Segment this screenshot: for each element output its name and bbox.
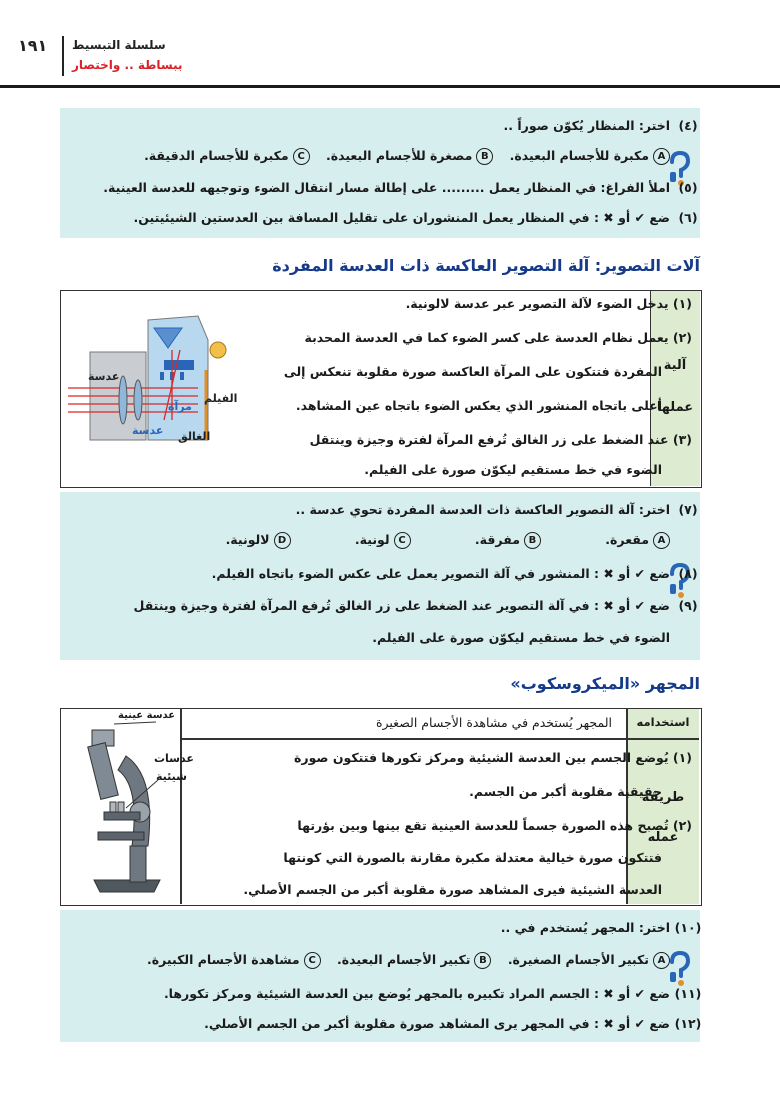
option-c[interactable]: Cمكبرة للأجسام الدقيقة. (144, 148, 310, 165)
question-4-options (132, 148, 670, 165)
question-6: (٦)ضع ✔ أو ✖ : في المنظار يعمل المنشوران على تقليل المسافة بين العدستين الشيئيتين. (133, 210, 698, 225)
camera-label-1: آلية (663, 358, 687, 373)
camera-line-1: (١) يدخل الضوء لآلة التصوير عبر عدسة لالونية. (405, 296, 692, 311)
page-number: ١٩١ (18, 36, 48, 55)
header-rule (0, 85, 780, 88)
camera-label-2: عملها (656, 400, 694, 415)
option-d[interactable]: Dلالونية. (226, 532, 291, 549)
option-b[interactable]: Bتكبير الأجسام البعيدة. (337, 952, 491, 969)
camera-line-5: (٣) عند الضغط على زر الغالق تُرفع المرآة لفترة وجيزة وينتقل (309, 432, 692, 447)
question-8: (٨)ضع ✔ أو ✖ : المنشور في آلة التصوير يعمل على عكس الضوء باتجاه الفيلم. (211, 566, 698, 581)
series-slogan: ببساطة .. واختصار (72, 58, 183, 72)
question-10: (١٠)اختر: المجهر يُستخدم في .. (500, 920, 702, 935)
camera-label-lens2: عدسة (132, 424, 164, 437)
camera-label-mirror: مرآة (168, 400, 192, 413)
microscope-section-title: المجهر «الميكروسكوب» (510, 674, 700, 693)
microscope-line-4: فتتكون صورة خيالية معتدلة مكبرة مقارنة بالصورة التي كونتها (283, 850, 662, 865)
use-text: المجهر يُستخدم في مشاهدة الأجسام الصغيرة (375, 715, 612, 730)
microscope-line-2: حقيقية مقلوبة أكبر من الجسم. (469, 784, 662, 799)
question-12: (١٢)ضع ✔ أو ✖ : في المجهر يرى المشاهد صورة مقلوبة أكبر من الجسم الأصلي. (204, 1016, 702, 1031)
series-name: سلسلة التبسيط (72, 38, 166, 52)
option-b[interactable]: Bمصغرة للأجسام البعيدة. (326, 148, 493, 165)
camera-line-4: أعلى باتجاه المنشور الذي يعكس الضوء باتجاه عين المشاهد. (295, 398, 662, 413)
option-c[interactable]: Cلونية. (355, 532, 411, 549)
camera-line-2: (٢) يعمل نظام العدسة على كسر الضوء كما في العدسة المحدبة (304, 330, 692, 345)
camera-section-title: آلات التصوير: آلة التصوير العاكسة ذات العدسة المفردة (272, 256, 700, 275)
option-a[interactable]: Aتكبير الأجسام الصغيرة. (508, 952, 670, 969)
microscope-diagram (74, 716, 178, 900)
camera-line-3: المفردة فتتكون على المرآة العاكسة صورة مقلوبة تنعكس إلى (283, 364, 662, 379)
microscope-line-3: (٢) تُصبح هذه الصورة جسماً للعدسة العينية تقع بينها وبين بؤرتها (297, 818, 692, 833)
question-9: (٩)ضع ✔ أو ✖ : في آلة التصوير عند الضغط على زر الغالق تُرفع المرآة لفترة وجيزة وينتقل (133, 598, 698, 613)
camera-label-film: الفيلم (204, 392, 238, 405)
question-4: (٤)اختر: المنظار يُكوّن صوراً .. (503, 118, 698, 133)
camera-line-6: الضوء في خط مستقيم ليكوّن صورة على الفيلم. (364, 462, 662, 477)
label-eyepiece: عدسة عينية (118, 710, 176, 721)
microscope-line-1: (١) يُوضع الجسم بين العدسة الشيئية ومركز تكورها فتتكون صورة (294, 750, 692, 765)
question-7: (٧)اختر: آلة التصوير العاكسة ذات العدسة المفردة تحوي عدسة .. (295, 502, 698, 517)
question-10-options (135, 952, 670, 969)
label-objectives-1: عدسات (154, 752, 194, 765)
how-label-2: عمله (647, 830, 679, 845)
how-label-1: طريقة (641, 790, 685, 805)
question-5: (٥)املأ الفراغ: في المنظار يعمل ......... على إطالة مسار انتقال الضوء وتوجيهه للعدسة العينية. (103, 180, 698, 195)
option-a[interactable]: Aمقعرة. (605, 532, 670, 549)
camera-label-lens: عدسة (88, 370, 120, 383)
question-7-options (214, 532, 670, 549)
camera-label-shutter: الغالق (178, 430, 211, 443)
option-c[interactable]: Cمشاهدة الأجسام الكبيرة. (147, 952, 321, 969)
use-label: استخدامه (636, 715, 690, 729)
option-a[interactable]: Aمكبرة للأجسام البعيدة. (510, 148, 670, 165)
microscope-line-5: العدسة الشيئية فيرى المشاهد صورة مقلوبة أكبر من الجسم الأصلي. (243, 882, 662, 897)
label-objectives-2: شيئية (156, 770, 187, 783)
option-b[interactable]: Bمفرقة. (475, 532, 541, 549)
cell-border (181, 738, 699, 740)
question-9-cont: الضوء في خط مستقيم ليكوّن صورة على الفيلم. (372, 630, 670, 645)
header-divider (62, 36, 64, 76)
question-11: (١١)ضع ✔ أو ✖ : الجسم المراد تكبيره بالمجهر يُوضع بين العدسة الشيئية ومركز تكورها. (163, 986, 702, 1001)
camera-label-cell (650, 291, 700, 486)
